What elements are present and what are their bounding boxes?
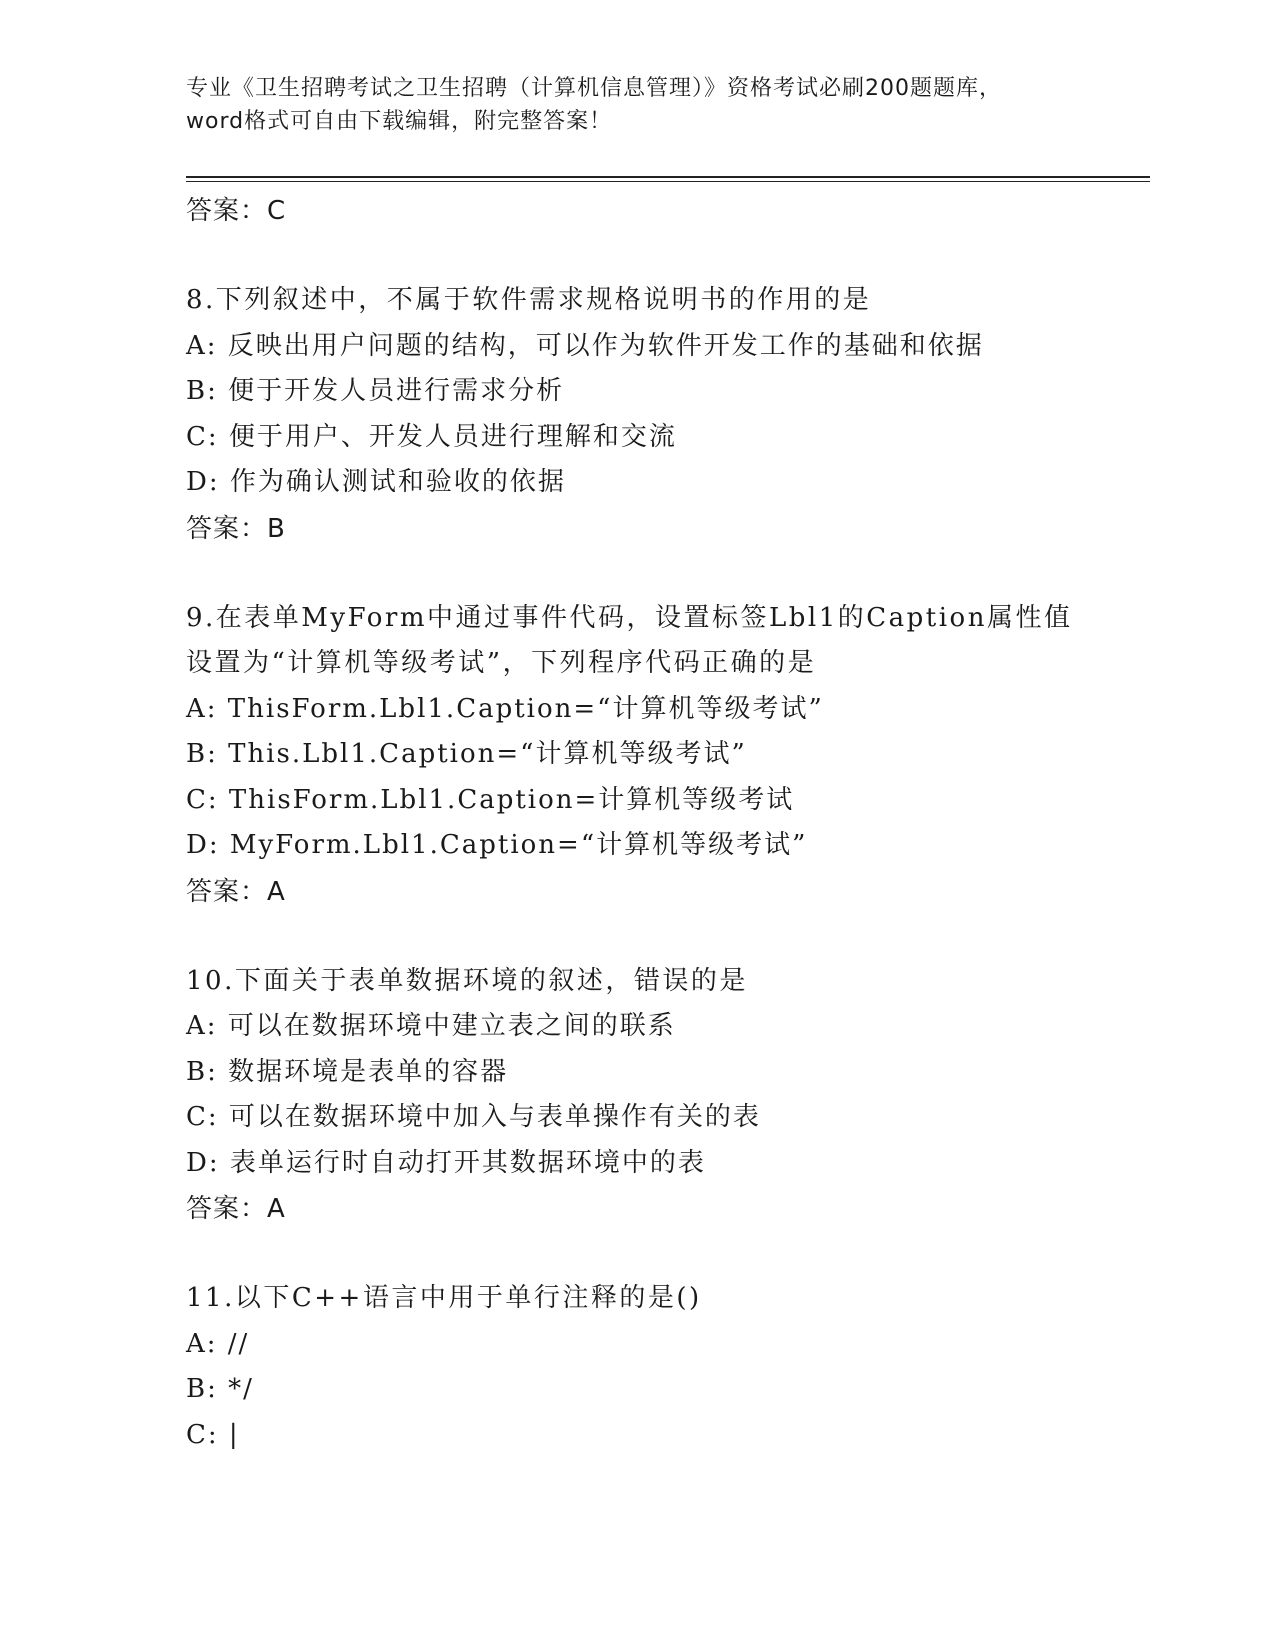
question-stem-cont: 设置为“计算机等级考试”，下列程序代码正确的是: [186, 648, 817, 678]
answer-prev: 答案：C: [186, 196, 287, 226]
option-a: A: ThisForm.Lbl1.Caption=“计算机等级考试”: [186, 693, 824, 724]
option-b: B: This.Lbl1.Caption=“计算机等级考试”: [186, 739, 747, 769]
option-d: D: 作为确认测试和验收的依据: [186, 467, 566, 497]
question-stem: 8.下列叙述中，不属于软件需求规格说明书的作用的是: [186, 285, 872, 315]
header-title-line1: 专业《卫生招聘考试之卫生招聘（计算机信息管理）》资格考试必刷200题题库，: [186, 76, 1002, 101]
option-c: C: 可以在数据环境中加入与表单操作有关的表: [186, 1102, 761, 1132]
option-b: B: 便于开发人员进行需求分析: [186, 376, 565, 406]
header-title-line2: word格式可自由下载编辑，附完整答案！: [186, 109, 613, 134]
option-c: C: |: [186, 1419, 240, 1450]
question-10: [186, 959, 1146, 1233]
option-c: C: ThisForm.Lbl1.Caption=计算机等级考试: [186, 784, 795, 815]
answer: 答案：A: [186, 876, 286, 907]
header-divider: [186, 176, 1150, 182]
option-b: B: */: [186, 1374, 254, 1404]
answer: 答案：A: [186, 1194, 286, 1224]
answer: 答案：B: [186, 513, 286, 544]
question-11: [186, 1276, 1146, 1458]
option-a: A: 可以在数据环境中建立表之间的联系: [186, 1011, 676, 1041]
option-a: A: //: [186, 1328, 250, 1359]
document-header: [186, 72, 1086, 138]
option-d: D: MyForm.Lbl1.Caption=“计算机等级考试”: [186, 830, 808, 860]
question-list: [186, 188, 1146, 1458]
question-stem: 9.在表单MyForm中通过事件代码，设置标签Lbl1的Caption属性值: [186, 602, 1073, 633]
question-9: [186, 596, 1146, 915]
question-stem: 11.以下C++语言中用于单行注释的是(): [186, 1283, 702, 1313]
option-b: B: 数据环境是表单的容器: [186, 1056, 509, 1087]
option-c: C: 便于用户、开发人员进行理解和交流: [186, 421, 677, 452]
option-a: A: 反映出用户问题的结构，可以作为软件开发工作的基础和依据: [186, 330, 984, 361]
question-8: [186, 278, 1146, 552]
option-d: D: 表单运行时自动打开其数据环境中的表: [186, 1147, 706, 1178]
question-stem: 10.下面关于表单数据环境的叙述，错误的是: [186, 965, 748, 996]
